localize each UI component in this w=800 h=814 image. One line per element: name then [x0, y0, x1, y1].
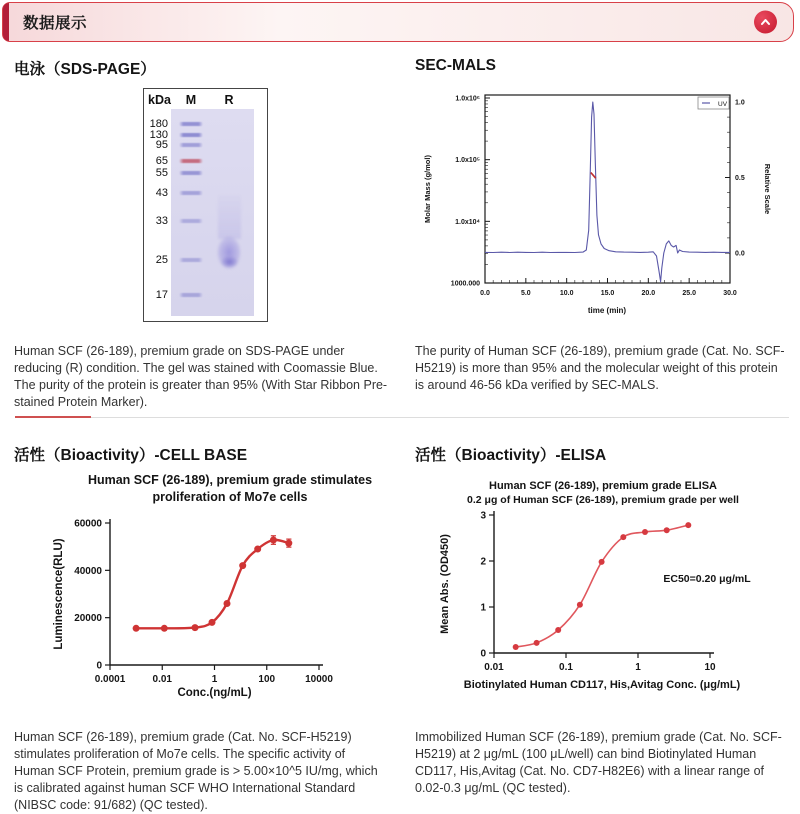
svg-text:Relative Scale: Relative Scale: [763, 163, 772, 215]
svg-text:30.0: 30.0: [723, 290, 737, 297]
elisa-chart: [418, 468, 792, 710]
svg-text:0.5: 0.5: [735, 175, 745, 182]
svg-text:1.0x10⁵: 1.0x10⁵: [455, 157, 480, 165]
svg-text:1: 1: [635, 662, 641, 673]
gel-ladder-band: [179, 219, 203, 223]
cell-base-chart: [40, 468, 390, 710]
svg-text:25.0: 25.0: [682, 290, 696, 297]
gel-ladder-band: [179, 159, 203, 163]
svg-text:UV: UV: [718, 101, 728, 108]
svg-text:40000: 40000: [74, 565, 102, 577]
data-display-header: [2, 2, 794, 42]
svg-text:2: 2: [480, 556, 486, 568]
section-title-elisa: 活性（Bioactivity）-ELISA: [415, 447, 607, 464]
svg-text:1.0x10⁶: 1.0x10⁶: [455, 95, 480, 103]
page-title: 数据展示: [23, 15, 88, 32]
gel-marker-label: 25: [155, 254, 168, 266]
gel-marker-label: 130: [149, 129, 168, 141]
section-title-sds-page: 电泳（SDS-PAGE）: [14, 61, 156, 78]
svg-text:Human SCF (26-189), premium gr: Human SCF (26-189), premium grade stimulates: [87, 473, 373, 487]
svg-text:Molar Mass (g/mol): Molar Mass (g/mol): [423, 155, 432, 223]
gel-ladder-band: [179, 258, 203, 262]
gel-ladder-band: [179, 143, 203, 147]
svg-text:15.0: 15.0: [600, 290, 615, 297]
gel-sample-smear: [218, 195, 241, 239]
svg-text:Mean Abs. (OD450): Mean Abs. (OD450): [439, 534, 451, 634]
gel-lane-label-r: R: [224, 93, 234, 107]
section-title-cell-base: 活性（Bioactivity）-CELL BASE: [14, 447, 248, 464]
svg-text:0.2 μg of Human SCF (26-189),: 0.2 μg of Human SCF (26-189), premium grade per well: [467, 494, 739, 506]
gel-ladder-band: [179, 191, 203, 195]
section-title-sec-mals: SEC-MALS: [415, 57, 496, 74]
svg-text:0.1: 0.1: [559, 662, 573, 673]
svg-text:Biotinylated Human CD117, His,: Biotinylated Human CD117, His,Avitag Conc. (μg/mL): [463, 679, 741, 691]
svg-text:Conc.(ng/mL): Conc.(ng/mL): [177, 687, 252, 699]
svg-text:5.0: 5.0: [520, 290, 531, 297]
header-accent-bar: [3, 3, 9, 41]
svg-text:1000.000: 1000.000: [450, 280, 480, 288]
gel-marker-label: 95: [155, 139, 168, 151]
cell-base-caption: Human SCF (26-189), premium grade (Cat. No. SCF-H5219) stimulates proliferation of Mo7e cells. The specific activity of Human SCF Protein, premium grade is > 5.00×10^5 IU/mg, which is calibrated against human SCF WHO International Standard (NIBSC code: 91/682) (QC tested).: [14, 729, 378, 812]
svg-text:0: 0: [96, 660, 102, 672]
chevron-up-icon: [759, 16, 772, 29]
svg-text:0.0: 0.0: [735, 250, 745, 258]
svg-text:10.0: 10.0: [559, 290, 574, 297]
svg-text:20000: 20000: [74, 613, 102, 625]
svg-text:0.0: 0.0: [480, 290, 490, 297]
gel-image: [171, 109, 254, 316]
svg-text:0.01: 0.01: [152, 674, 172, 685]
svg-text:0: 0: [480, 648, 486, 660]
gel-sample-band-core: [221, 256, 238, 268]
gel-figure: [143, 88, 268, 322]
gel-marker-label: 65: [155, 155, 168, 167]
svg-text:Luminescence(RLU): Luminescence(RLU): [53, 538, 65, 650]
svg-text:10: 10: [704, 662, 716, 673]
gel-marker-label: 43: [155, 187, 168, 199]
elisa-caption: Immobilized Human SCF (26-189), premium grade (Cat. No. SCF-H5219) at 2 μg/mL (100 μL/well) can bind Biotinylated Human CD117, His,Avitag (Cat. No. CD7-H82E6) with a linear range of 0.02-0.3 μg/mL (QC tested).: [415, 729, 782, 795]
sec-mals-caption: The purity of Human SCF (26-189), premium grade (Cat. No. SCF-H5219) is more than 95% and the molecular weight of this protein is around 46-56 kDa verified by SEC-MALS.: [415, 343, 785, 392]
gel-lane-label-m: M: [185, 93, 197, 107]
svg-text:1: 1: [211, 674, 218, 685]
svg-text:Human SCF (26-189), premium gr: Human SCF (26-189), premium grade ELISA: [489, 480, 717, 492]
gel-marker-label: 17: [155, 289, 168, 301]
svg-text:100: 100: [258, 674, 276, 685]
svg-text:time (min): time (min): [587, 306, 627, 315]
sds-page-caption: Human SCF (26-189), premium grade on SDS-PAGE under reducing (R) condition. The gel was stained with Coomassie Blue. The purity of the protein is greater than 95% (With Star Ribbon Pre-stained Protein Marker).: [14, 343, 388, 409]
svg-text:60000: 60000: [74, 518, 102, 530]
svg-text:1.0x10⁴: 1.0x10⁴: [455, 218, 480, 226]
section-divider-accent: [15, 416, 91, 418]
gel-marker-label: 33: [155, 215, 168, 227]
svg-text:0.0001: 0.0001: [94, 674, 126, 685]
gel-marker-label: 180: [149, 118, 168, 130]
gel-ladder-band: [179, 293, 203, 297]
svg-text:EC50=0.20 μg/mL: EC50=0.20 μg/mL: [663, 573, 751, 585]
section-divider: [15, 417, 789, 418]
gel-ladder-band: [179, 133, 203, 137]
svg-text:3: 3: [480, 510, 486, 522]
svg-text:0.01: 0.01: [484, 662, 504, 673]
sec-mals-chart: [415, 85, 790, 320]
svg-text:1.0: 1.0: [735, 99, 745, 107]
gel-ladder-band: [179, 122, 203, 126]
gel-ladder-band: [179, 171, 203, 175]
svg-text:proliferation of Mo7e cells: proliferation of Mo7e cells: [152, 490, 308, 504]
collapse-section-button[interactable]: [754, 11, 777, 34]
svg-text:1: 1: [480, 602, 486, 614]
svg-text:10000: 10000: [305, 674, 333, 685]
gel-marker-label: 55: [155, 167, 168, 179]
svg-text:20.0: 20.0: [641, 290, 656, 297]
gel-unit-label: kDa: [148, 93, 171, 107]
